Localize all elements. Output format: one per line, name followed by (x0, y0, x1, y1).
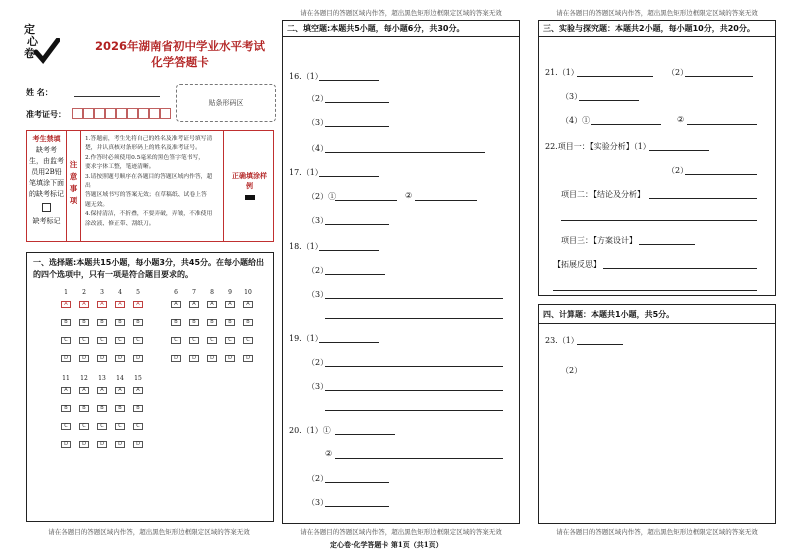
mc-option-14-a[interactable]: A (115, 387, 125, 394)
page-footer: 定心卷·化学答题卡 第1页（共1页） (330, 540, 443, 549)
notice-item: 答题区域书写的答案无效；在草稿纸、试卷上答 (85, 192, 207, 199)
mc-option-4-b[interactable]: B (115, 319, 125, 326)
mc-option-10-c[interactable]: C (243, 337, 253, 344)
mc-option-11-a[interactable]: A (61, 387, 71, 394)
calculation-heading: 四、计算题：本题共1小题，共5分。 (543, 310, 675, 319)
mc-question-1 (57, 301, 75, 373)
mc-option-12-d[interactable]: D (79, 441, 89, 448)
mc-option-2-d[interactable]: D (79, 355, 89, 362)
mc-question-15 (129, 387, 147, 459)
q19-3-label: （3） (307, 382, 329, 391)
warning-col3-top: 请在各题目的答题区域内作答，超出黑色矩形边框限定区域的答案无效 (556, 9, 758, 17)
name-label: 姓 名： (26, 88, 53, 97)
mc-question-number: 1 (64, 289, 68, 296)
q16-2-label: （2） (307, 94, 329, 103)
q22-p1-label: 22.项目一：【实验分析】（1） (545, 142, 651, 151)
q17-1-answer[interactable] (319, 176, 379, 177)
q22-p3-label: 项目三：【方案设计】 (561, 236, 637, 245)
q22-p1-2-label: （2） (667, 166, 689, 175)
q21-4b-label: ② (677, 115, 685, 124)
q18-3-answer-line2[interactable] (325, 318, 503, 319)
q19-1-answer[interactable] (319, 342, 379, 343)
notice-item: 3.请按照题号顺序在各题目的答题区域内作答，超出 (85, 173, 213, 190)
mc-question-14 (111, 387, 129, 459)
mc-option-15-a[interactable]: A (133, 387, 143, 394)
mc-question-number: 9 (228, 289, 232, 296)
mc-option-11-d[interactable]: D (61, 441, 71, 448)
q21-4a-answer[interactable] (591, 124, 661, 125)
mc-option-3-c[interactable]: C (97, 337, 107, 344)
notice-item: 题无效。 (85, 201, 109, 208)
mc-question-10 (239, 301, 257, 373)
mc-option-11-b[interactable]: B (61, 405, 71, 412)
mc-question-9 (221, 301, 239, 373)
fill-example (223, 131, 275, 241)
notice-item: 1.答题前，考生先将自己的姓名及准考证号填写清 (85, 136, 213, 142)
q17-3-answer[interactable] (325, 224, 389, 225)
q19-3-answer-line1[interactable] (325, 390, 503, 391)
q16-1-answer[interactable] (319, 80, 379, 81)
q16-3-answer[interactable] (325, 126, 389, 127)
experiment-heading: 三、实验与探究题：本题共2小题，每小题10分，共20分。 (543, 24, 755, 33)
mc-option-8-a[interactable]: A (207, 301, 217, 308)
mc-option-7-b[interactable]: B (189, 319, 199, 326)
mc-option-15-b[interactable]: B (133, 405, 143, 412)
q22-p1-2-answer[interactable] (685, 174, 757, 175)
mc-group-1 (57, 289, 147, 373)
mc-question-number: 12 (80, 375, 88, 382)
mc-option-12-c[interactable]: C (79, 423, 89, 430)
mc-option-5-a[interactable]: A (133, 301, 143, 308)
q22-p2-label: 项目二：【结论及分析】 (561, 190, 645, 199)
mc-heading: 一、选择题:本题共15小题，每小题3分，共45分。在每小题给出的四个选项中，只有一项是符合题目要求的。 (33, 258, 265, 279)
q22-ext-answer-line1[interactable] (603, 268, 757, 269)
q20-2-answer[interactable] (325, 482, 389, 483)
notice-item: 4.保持清洁，不折叠，不要弄破，弄皱，不准使用 (85, 211, 213, 218)
mc-question-12 (75, 387, 93, 459)
logo-char-1: 定 (24, 23, 35, 36)
mc-question-6 (167, 301, 185, 373)
fill-in-frame (282, 20, 520, 524)
mc-option-4-d[interactable]: D (115, 355, 125, 362)
mc-option-1-a[interactable]: A (61, 301, 71, 308)
mc-option-7-d[interactable]: D (189, 355, 199, 362)
mc-option-4-c[interactable]: C (115, 337, 125, 344)
q20-3-answer[interactable] (325, 506, 389, 507)
logo-char-3: 卷 (24, 47, 35, 60)
notice-item: 涂改液、修正带、刮纸刀。 (85, 220, 155, 227)
q17-2b-label: ② (405, 191, 413, 200)
warning-col1-bottom: 请在各题目的答题区域内作答，超出黑色矩形边框限定区域的答案无效 (48, 528, 250, 536)
mc-option-8-d[interactable]: D (207, 355, 217, 362)
mc-question-number: 8 (210, 289, 214, 296)
q18-2-label: （2） (307, 266, 329, 275)
notice-vertical-title (67, 131, 81, 241)
column-experiment-calc (538, 8, 776, 536)
fill-example-label: 正确填涂样例 (232, 172, 267, 190)
q16-4-label: （4） (307, 144, 329, 153)
brand-logo (24, 20, 58, 60)
q23-2-label: （2） (561, 366, 583, 375)
notice-item: 2.作答时必须使用0.5毫米的黑色签字笔书写， (85, 154, 205, 161)
q20-3-label: （3） (307, 498, 329, 507)
q22-p3-answer[interactable] (639, 244, 695, 245)
q18-1-answer[interactable] (319, 250, 379, 251)
q21-4b-answer[interactable] (687, 124, 757, 125)
mc-option-2-b[interactable]: B (79, 319, 89, 326)
mc-option-6-d[interactable]: D (171, 355, 181, 362)
mc-option-4-a[interactable]: A (115, 301, 125, 308)
absent-footer: 缺考标记 (32, 217, 61, 225)
absent-line-4: 笔填涂下面 (29, 179, 64, 187)
q16-3-label: （3） (307, 118, 329, 127)
calculation-frame (538, 304, 776, 524)
q21-2-answer[interactable] (685, 76, 753, 77)
mc-option-8-b[interactable]: B (207, 319, 217, 326)
notice-items (85, 135, 217, 229)
mc-question-2 (75, 301, 93, 373)
mc-question-number: 4 (118, 289, 122, 296)
mc-option-13-c[interactable]: C (97, 423, 107, 430)
q17-2a-label: （2）① (307, 192, 337, 201)
q22-ext-label: 【拓展反思】 (553, 260, 601, 269)
absent-checkbox[interactable] (42, 203, 51, 212)
mc-option-5-d[interactable]: D (133, 355, 143, 362)
mc-option-13-d[interactable]: D (97, 441, 107, 448)
absent-line-5: 的缺考标记 (29, 190, 64, 198)
mc-option-3-b[interactable]: B (97, 319, 107, 326)
q17-1-label: 17.（1） (289, 168, 323, 177)
mc-option-13-a[interactable]: A (97, 387, 107, 394)
q21-2-label: （2） (667, 68, 689, 77)
q19-3-answer-line2[interactable] (325, 410, 503, 411)
q18-1-label: 18.（1） (289, 242, 323, 251)
mc-question-numbers (57, 289, 147, 296)
q18-2-answer[interactable] (325, 274, 385, 275)
absent-line-3: 员用2B铅 (31, 168, 62, 176)
mc-question-number: 6 (174, 289, 178, 296)
mc-question-11 (57, 387, 75, 459)
exam-id-label: 准考证号： (26, 110, 66, 119)
mc-option-1-c[interactable]: C (61, 337, 71, 344)
exam-title-line2: 化学答题卡 (151, 55, 209, 69)
q19-2-label: （2） (307, 358, 329, 367)
fill-in-heading: 二、填空题:本题共5小题，每小题6分，共30分。 (287, 24, 465, 33)
mc-option-12-a[interactable]: A (79, 387, 89, 394)
mc-group-2 (167, 289, 257, 373)
q19-2-answer[interactable] (325, 366, 503, 367)
mc-option-7-a[interactable]: A (189, 301, 199, 308)
q22-p2-answer-line1[interactable] (649, 198, 757, 199)
check-icon (34, 38, 60, 64)
mc-option-9-a[interactable]: A (225, 301, 235, 308)
mc-question-4 (111, 301, 129, 373)
absent-header: 考生禁填 (32, 135, 61, 143)
q21-3-answer[interactable] (579, 100, 639, 101)
mc-question-number: 7 (192, 289, 196, 296)
mc-question-number: 10 (244, 289, 252, 296)
multiple-choice-section (26, 252, 274, 522)
q19-1-label: 19.（1） (289, 334, 323, 343)
mc-question-number: 15 (134, 375, 142, 382)
q18-3-label: （3） (307, 290, 329, 299)
q22-p2-answer-line2[interactable] (561, 220, 757, 221)
mc-option-8-c[interactable]: C (207, 337, 217, 344)
q23-1-label: 23.（1） (545, 336, 579, 345)
mc-option-5-b[interactable]: B (133, 319, 143, 326)
mc-option-6-b[interactable]: B (171, 319, 181, 326)
q20-1b-answer[interactable] (335, 458, 503, 459)
q18-3-answer-line1[interactable] (325, 298, 503, 299)
mc-question-number: 5 (136, 289, 140, 296)
mc-option-14-b[interactable]: B (115, 405, 125, 412)
logo-char-2: 心 (27, 35, 38, 48)
name-field[interactable] (74, 96, 160, 97)
mc-group-3 (57, 375, 147, 459)
experiment-frame (538, 20, 776, 296)
absent-line-1: 缺考考 (36, 146, 57, 154)
q22-ext-answer-line2[interactable] (553, 290, 757, 291)
mc-question-numbers (167, 289, 257, 296)
mc-option-15-c[interactable]: C (133, 423, 143, 430)
mc-question-13 (93, 387, 111, 459)
mc-option-10-b[interactable]: B (243, 319, 253, 326)
q17-2b-answer[interactable] (415, 200, 477, 201)
absent-cell (27, 131, 67, 241)
mc-option-2-c[interactable]: C (79, 337, 89, 344)
barcode-area (176, 84, 276, 122)
mc-question-3 (93, 301, 111, 373)
column-fill-in (282, 8, 520, 536)
fill-example-mark (245, 195, 255, 200)
mc-option-1-d[interactable]: D (61, 355, 71, 362)
column-student-info (20, 8, 278, 536)
exam-title (80, 38, 280, 70)
warning-col2-bottom: 请在各题目的答题区域内作答，超出黑色矩形边框限定区域的答案无效 (300, 528, 502, 536)
q16-2-answer[interactable] (325, 102, 389, 103)
mc-option-3-a[interactable]: A (97, 301, 107, 308)
mc-option-15-d[interactable]: D (133, 441, 143, 448)
notice-item: 楚，并认真核对条形码上的姓名及准考证号。 (85, 145, 201, 152)
mc-option-14-c[interactable]: C (115, 423, 125, 430)
q21-4a-label: （4）① (561, 116, 591, 125)
q20-2-label: （2） (307, 474, 329, 483)
mc-option-9-b[interactable]: B (225, 319, 235, 326)
warning-col2-top: 请在各题目的答题区域内作答，超出黑色矩形边框限定区域的答案无效 (300, 9, 502, 17)
mc-question-7 (185, 301, 203, 373)
q23-1-answer[interactable] (577, 344, 623, 345)
mc-question-5 (129, 301, 147, 373)
exam-title-line1: 2026年湖南省初中学业水平考试 (94, 39, 265, 53)
mc-option-6-c[interactable]: C (171, 337, 181, 344)
mc-option-10-d[interactable]: D (243, 355, 253, 362)
mc-option-14-d[interactable]: D (115, 441, 125, 448)
mc-option-9-c[interactable]: C (225, 337, 235, 344)
q16-1-label: 16.（1） (289, 72, 323, 81)
q22-p1-answer[interactable] (649, 150, 709, 151)
mc-question-number: 3 (100, 289, 104, 296)
q20-1b-label: ② (325, 449, 333, 458)
mc-option-7-c[interactable]: C (189, 337, 199, 344)
mc-option-10-a[interactable]: A (243, 301, 253, 308)
q21-3-label: （3） (561, 92, 583, 101)
mc-question-number: 13 (98, 375, 106, 382)
warning-col3-bottom: 请在各题目的答题区域内作答，超出黑色矩形边框限定区域的答案无效 (556, 528, 758, 536)
mc-question-numbers (57, 375, 147, 382)
q20-1a-answer[interactable] (335, 434, 395, 435)
q16-4-answer[interactable] (325, 152, 485, 153)
mc-option-6-a[interactable]: A (171, 301, 181, 308)
mc-option-11-c[interactable]: C (61, 423, 71, 430)
q17-2a-answer[interactable] (335, 200, 397, 201)
mc-option-1-b[interactable]: B (61, 319, 71, 326)
q20-1a-label: 20.（1）① (289, 426, 331, 435)
q21-1-label: 21.（1） (545, 68, 579, 77)
mc-question-number: 2 (82, 289, 86, 296)
mc-question-number: 11 (62, 375, 70, 382)
mc-option-13-b[interactable]: B (97, 405, 107, 412)
exam-id-boxes[interactable] (72, 108, 171, 119)
barcode-label: 贴条形码区 (208, 99, 244, 107)
mc-option-2-a[interactable]: A (79, 301, 89, 308)
notice-vertical-text: 注意事项 (69, 160, 78, 205)
mc-option-3-d[interactable]: D (97, 355, 107, 362)
mc-option-12-b[interactable]: B (79, 405, 89, 412)
q17-3-label: （3） (307, 216, 329, 225)
mc-option-5-c[interactable]: C (133, 337, 143, 344)
q21-1-answer[interactable] (577, 76, 653, 77)
mc-question-8 (203, 301, 221, 373)
notice-item: 要求字体工整，笔迹清晰。 (85, 164, 155, 171)
absent-line-2: 生，由监考 (29, 157, 64, 165)
mc-option-9-d[interactable]: D (225, 355, 235, 362)
notice-box (26, 130, 274, 242)
mc-question-number: 14 (116, 375, 124, 382)
